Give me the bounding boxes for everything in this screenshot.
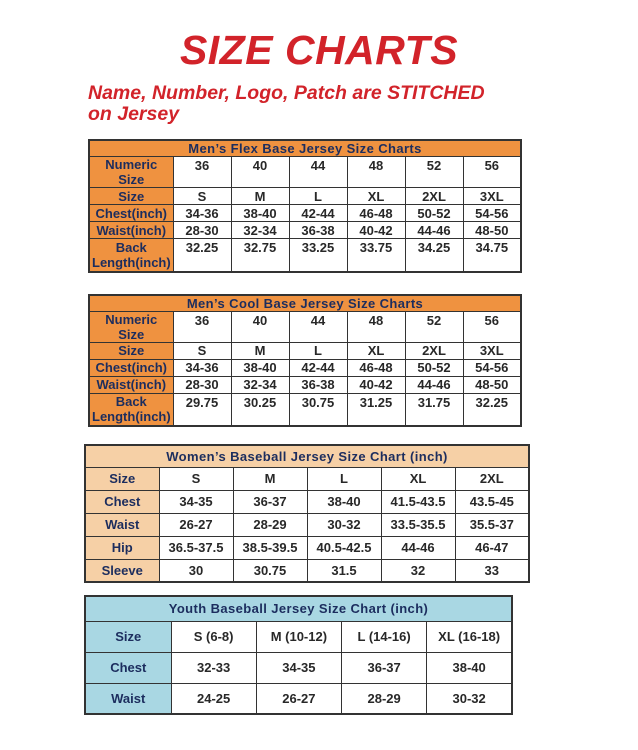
value-cell: 46-47 [455, 536, 529, 559]
row-label: Waist(inch) [89, 222, 173, 239]
row-label: Numeric Size [89, 157, 173, 188]
row-label: Chest [85, 652, 171, 683]
row-label: Size [85, 467, 159, 490]
row-label: Hip [85, 536, 159, 559]
value-cell: 34-36 [173, 205, 231, 222]
value-cell: XL (16-18) [427, 621, 512, 652]
value-cell: 38.5-39.5 [233, 536, 307, 559]
value-cell: 52 [405, 311, 463, 342]
value-cell: 31.5 [307, 559, 381, 582]
value-cell: 28-30 [173, 376, 231, 393]
value-cell: 34.75 [463, 239, 521, 272]
value-cell: 2XL [455, 467, 529, 490]
value-cell: 44 [289, 157, 347, 188]
value-cell: 54-56 [463, 359, 521, 376]
row-label: Size [85, 621, 171, 652]
value-cell: 32.25 [463, 393, 521, 426]
value-cell: 36-37 [233, 490, 307, 513]
table-title: Men’s Flex Base Jersey Size Charts [89, 140, 521, 157]
value-cell: 30.75 [233, 559, 307, 582]
value-cell: 50-52 [405, 359, 463, 376]
row-label: Back Length(inch) [89, 393, 173, 426]
value-cell: 26-27 [256, 683, 341, 714]
value-cell: 30-32 [307, 513, 381, 536]
value-cell: 48 [347, 157, 405, 188]
value-cell: 36 [173, 311, 231, 342]
value-cell: 28-29 [342, 683, 427, 714]
value-cell: 48-50 [463, 376, 521, 393]
value-cell: M [231, 188, 289, 205]
value-cell: 42-44 [289, 359, 347, 376]
value-cell: XL [381, 467, 455, 490]
value-cell: L [289, 342, 347, 359]
value-cell: 29.75 [173, 393, 231, 426]
value-cell: M [233, 467, 307, 490]
value-cell: 2XL [405, 342, 463, 359]
size-table-mens-flex-base [88, 139, 522, 273]
value-cell: 34-35 [159, 490, 233, 513]
value-cell: L (14-16) [342, 621, 427, 652]
value-cell: 35.5-37 [455, 513, 529, 536]
value-cell: 48-50 [463, 222, 521, 239]
value-cell: 54-56 [463, 205, 521, 222]
value-cell: 46-48 [347, 205, 405, 222]
table-title: Men’s Cool Base Jersey Size Charts [89, 295, 521, 312]
value-cell: 40-42 [347, 376, 405, 393]
table-title: Women’s Baseball Jersey Size Chart (inch) [85, 445, 529, 467]
value-cell: 3XL [463, 188, 521, 205]
value-cell: 44 [289, 311, 347, 342]
value-cell: 32-34 [231, 376, 289, 393]
value-cell: 40 [231, 157, 289, 188]
value-cell: 33.25 [289, 239, 347, 272]
value-cell: 36-38 [289, 222, 347, 239]
row-label: Back Length(inch) [89, 239, 173, 272]
value-cell: 46-48 [347, 359, 405, 376]
value-cell: S [173, 342, 231, 359]
row-label: Chest [85, 490, 159, 513]
value-cell: 52 [405, 157, 463, 188]
value-cell: 34.25 [405, 239, 463, 272]
value-cell: 41.5-43.5 [381, 490, 455, 513]
mens-flex-base-table-container [88, 139, 638, 273]
value-cell: 36 [173, 157, 231, 188]
row-label: Waist [85, 683, 171, 714]
value-cell: 33 [455, 559, 529, 582]
value-cell: 38-40 [307, 490, 381, 513]
value-cell: 2XL [405, 188, 463, 205]
value-cell: 38-40 [231, 359, 289, 376]
row-label: Chest(inch) [89, 205, 173, 222]
row-label: Size [89, 188, 173, 205]
value-cell: M [231, 342, 289, 359]
value-cell: 43.5-45 [455, 490, 529, 513]
subtitle-line-1: Name, Number, Logo, Patch are STITCHED [88, 82, 485, 104]
value-cell: 31.25 [347, 393, 405, 426]
value-cell: 32.25 [173, 239, 231, 272]
value-cell: 32-34 [231, 222, 289, 239]
value-cell: 30 [159, 559, 233, 582]
value-cell: 26-27 [159, 513, 233, 536]
value-cell: 33.5-35.5 [381, 513, 455, 536]
value-cell: 44-46 [381, 536, 455, 559]
value-cell: 38-40 [427, 652, 512, 683]
value-cell: 30.25 [231, 393, 289, 426]
value-cell: XL [347, 188, 405, 205]
value-cell: L [307, 467, 381, 490]
value-cell: L [289, 188, 347, 205]
value-cell: S [173, 188, 231, 205]
value-cell: S (6-8) [171, 621, 256, 652]
value-cell: 32-33 [171, 652, 256, 683]
table-title: Youth Baseball Jersey Size Chart (inch) [85, 596, 512, 621]
value-cell: 32.75 [231, 239, 289, 272]
youth-baseball-table-container [84, 595, 638, 715]
value-cell: S [159, 467, 233, 490]
value-cell: 33.75 [347, 239, 405, 272]
value-cell: 28-30 [173, 222, 231, 239]
size-table-mens-cool-base [88, 294, 522, 428]
value-cell: 42-44 [289, 205, 347, 222]
row-label: Size [89, 342, 173, 359]
womens-baseball-table-container [84, 444, 638, 583]
value-cell: 36.5-37.5 [159, 536, 233, 559]
value-cell: 40.5-42.5 [307, 536, 381, 559]
value-cell: 56 [463, 157, 521, 188]
row-label: Sleeve [85, 559, 159, 582]
row-label: Waist(inch) [89, 376, 173, 393]
size-table-youth-baseball [84, 595, 513, 715]
value-cell: 48 [347, 311, 405, 342]
mens-cool-base-table-container [88, 294, 638, 428]
value-cell: 50-52 [405, 205, 463, 222]
value-cell: 34-35 [256, 652, 341, 683]
row-label: Waist [85, 513, 159, 536]
subtitle-line-2: on Jersey [88, 103, 180, 125]
row-label: Chest(inch) [89, 359, 173, 376]
value-cell: 36-37 [342, 652, 427, 683]
value-cell: 3XL [463, 342, 521, 359]
value-cell: 34-36 [173, 359, 231, 376]
value-cell: 28-29 [233, 513, 307, 536]
value-cell: 56 [463, 311, 521, 342]
value-cell: 24-25 [171, 683, 256, 714]
value-cell: M (10-12) [256, 621, 341, 652]
value-cell: 36-38 [289, 376, 347, 393]
value-cell: 40 [231, 311, 289, 342]
value-cell: 40-42 [347, 222, 405, 239]
page-title: SIZE CHARTS [179, 27, 459, 73]
value-cell: 44-46 [405, 222, 463, 239]
value-cell: XL [347, 342, 405, 359]
value-cell: 30.75 [289, 393, 347, 426]
row-label: Numeric Size [89, 311, 173, 342]
page-subtitle [88, 83, 638, 125]
size-table-womens-baseball [84, 444, 530, 583]
value-cell: 38-40 [231, 205, 289, 222]
value-cell: 44-46 [405, 376, 463, 393]
value-cell: 32 [381, 559, 455, 582]
value-cell: 30-32 [427, 683, 512, 714]
value-cell: 31.75 [405, 393, 463, 426]
